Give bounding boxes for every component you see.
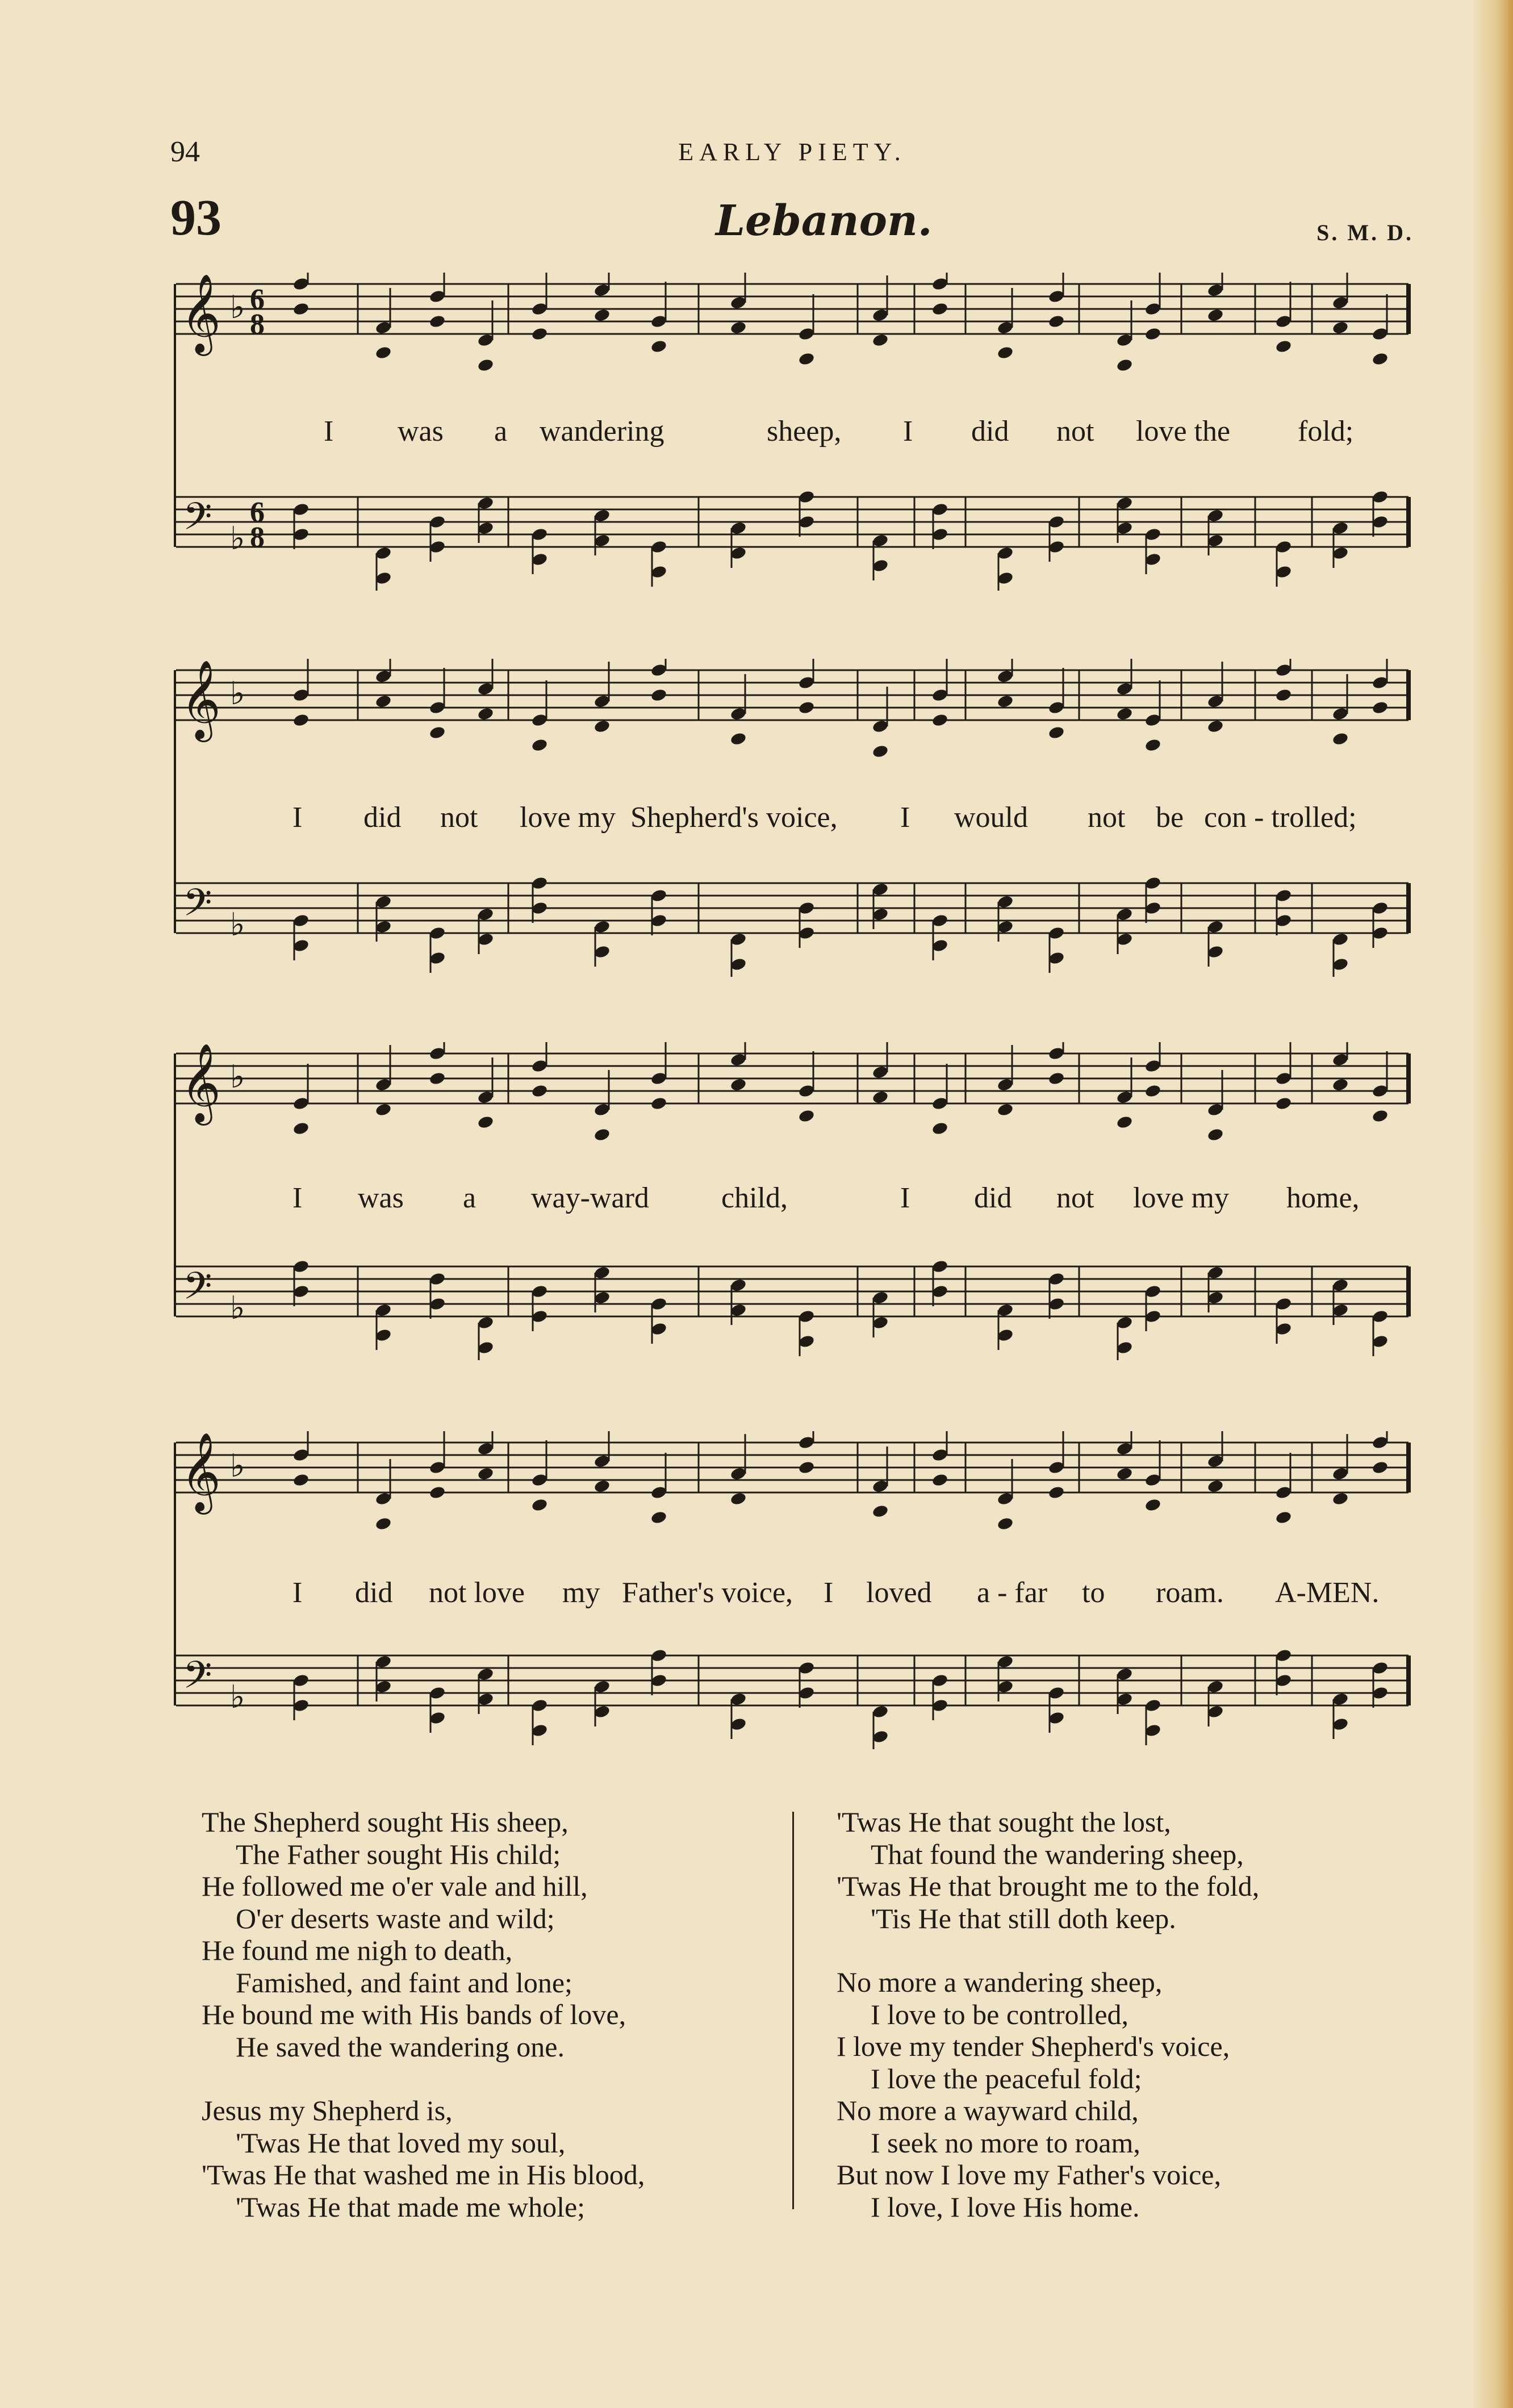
verse-line: Jesus my Shepherd is, (202, 2095, 453, 2126)
verse-line: He followed me o'er vale and hill, (202, 1870, 588, 1902)
notehead (1207, 1127, 1224, 1142)
notehead (1144, 1084, 1162, 1098)
notehead (931, 713, 949, 728)
page-edge (1473, 0, 1513, 2408)
lyric-syllable: I (292, 1577, 303, 1609)
verses-right-column (837, 1806, 1427, 2255)
notehead (375, 694, 392, 709)
notehead (650, 1096, 668, 1111)
notehead (872, 333, 889, 348)
verse-line: 'Twas He that loved my soul, (236, 2126, 566, 2159)
verse-line: 'Twas He that brought me to the fold, (837, 1870, 1260, 1902)
lyric-syllable: I (900, 801, 910, 834)
notehead (1275, 1510, 1293, 1525)
notehead (997, 345, 1014, 360)
notehead (1332, 320, 1349, 335)
lyrics-line-4 (170, 1576, 1414, 1616)
notehead (1207, 308, 1224, 323)
notehead (1144, 738, 1162, 752)
notehead (1372, 352, 1389, 366)
notehead (872, 1504, 889, 1519)
verse-line: O'er deserts waste and wild; (236, 1902, 555, 1934)
lyrics-line-1 (170, 415, 1414, 454)
notehead (292, 713, 310, 728)
lyric-syllable: fold; (1298, 415, 1354, 448)
notehead (429, 314, 446, 329)
notehead (429, 1071, 446, 1086)
treble-clef-icon: 𝄞 (181, 1432, 221, 1511)
notehead (798, 352, 816, 366)
lyric-syllable: roam. (1156, 1577, 1224, 1609)
notehead (1048, 1485, 1065, 1500)
notehead (1116, 1115, 1134, 1130)
lyric-syllable: not love (429, 1577, 525, 1609)
bass-clef-icon: 𝄢 (183, 1264, 212, 1317)
notehead (1048, 314, 1065, 329)
notehead (375, 1516, 392, 1531)
lyric-syllable: home, (1286, 1182, 1360, 1214)
lyric-syllable: not (440, 801, 478, 834)
notehead (292, 302, 310, 316)
tune-name: Lebanon. (716, 197, 933, 245)
notehead (931, 302, 949, 316)
lyric-syllable: not (1056, 1182, 1094, 1214)
notehead (798, 1109, 816, 1123)
notehead (594, 308, 611, 323)
notehead (1116, 706, 1134, 721)
notehead (477, 706, 495, 721)
notehead (531, 1084, 549, 1098)
notehead (798, 1460, 816, 1475)
lyrics-line-3 (170, 1181, 1414, 1221)
flat-icon: ♭ (230, 906, 245, 943)
notehead (1372, 700, 1389, 715)
lyric-syllable: Father's voice, (622, 1577, 793, 1609)
flat-icon: ♭ (230, 520, 245, 557)
lyrics-line-2 (170, 801, 1414, 841)
flat-icon: ♭ (230, 675, 245, 712)
notehead (531, 738, 549, 752)
verse-line: That found the wandering sheep, (871, 1838, 1244, 1870)
lyric-syllable: I (324, 415, 334, 448)
lyric-syllable: to (1082, 1577, 1105, 1609)
notehead (477, 1466, 495, 1481)
lyric-syllable: I (903, 415, 913, 448)
notehead (429, 725, 446, 740)
notehead (872, 1090, 889, 1105)
notehead (1275, 339, 1293, 354)
flat-icon: ♭ (230, 1448, 245, 1485)
notehead (997, 694, 1014, 709)
time-signature-denominator: 8 (250, 521, 265, 554)
notehead (1207, 719, 1224, 734)
verse-line: I love my tender Shepherd's voice, (837, 2030, 1230, 2062)
notehead (730, 320, 747, 335)
page-header (170, 135, 1414, 169)
notehead (375, 1102, 392, 1117)
notehead (1048, 1071, 1065, 1086)
time-signature-numerator: 6 (250, 283, 265, 316)
verse-line: But now I love my Father's voice, (837, 2159, 1221, 2190)
stanza (202, 1806, 781, 2063)
notehead (1332, 731, 1349, 746)
lyric-syllable: did (971, 415, 1009, 448)
notehead (594, 719, 611, 734)
verse-line: Famished, and faint and lone; (236, 1966, 572, 1999)
additional-verses (202, 1806, 1428, 2260)
notehead (1116, 1466, 1134, 1481)
verse-line: No more a wandering sheep, (837, 1966, 1163, 1998)
lyric-syllable: way-ward (531, 1182, 649, 1214)
bass-clef-icon: 𝄢 (183, 495, 212, 547)
notehead (1116, 358, 1134, 373)
verse-line: I love the peaceful fold; (871, 2062, 1142, 2095)
notehead (650, 339, 668, 354)
lyric-syllable: be (1156, 801, 1184, 834)
verse-line: 'Twas He that made me whole; (236, 2190, 586, 2223)
verse-line: I seek no more to roam, (871, 2126, 1140, 2159)
bass-clef-icon: 𝄢 (183, 1653, 212, 1706)
music-system-2 (170, 659, 1414, 977)
notehead (1372, 1460, 1389, 1475)
notehead (650, 688, 668, 703)
lyric-syllable: wandering (540, 415, 664, 448)
lyric-syllable: not (1088, 801, 1126, 834)
verse-line: 'Twas He that washed me in His blood, (202, 2159, 645, 2190)
bass-clef-icon: 𝄢 (183, 881, 212, 934)
lyric-syllable: my (562, 1577, 600, 1609)
lyric-syllable: I (824, 1577, 834, 1609)
lyric-syllable: Shepherd's voice, (630, 801, 838, 834)
stanza (202, 2095, 781, 2223)
column-divider (792, 1812, 794, 2209)
lyric-syllable: I (292, 1182, 303, 1214)
lyric-syllable: was (358, 1182, 404, 1214)
notehead (798, 700, 816, 715)
treble-clef-icon: 𝄞 (181, 660, 221, 739)
notehead (997, 1102, 1014, 1117)
verse-line: I love to be controlled, (871, 1998, 1129, 2030)
lyric-syllable: not (1056, 415, 1094, 448)
notehead (650, 1510, 668, 1525)
lyric-syllable: did (363, 801, 402, 834)
notehead (531, 327, 549, 341)
notehead (872, 744, 889, 759)
notehead (477, 358, 495, 373)
notehead (1372, 1109, 1389, 1123)
flat-icon: ♭ (230, 1059, 245, 1096)
lyric-syllable: would (954, 801, 1028, 834)
lyric-syllable: did (974, 1182, 1012, 1214)
notehead (531, 1498, 549, 1512)
notehead (1207, 1479, 1224, 1494)
notehead (292, 1121, 310, 1136)
lyric-syllable: loved (866, 1577, 932, 1609)
notehead (1048, 725, 1065, 740)
lyric-syllable: sheep, (767, 415, 842, 448)
hymn-number: 93 (170, 190, 221, 246)
verse-line: He bound me with His bands of love, (202, 1999, 626, 2030)
meter: S. M. D. (1316, 220, 1414, 245)
verse-line: 'Twas He that sought the lost, (837, 1806, 1171, 1838)
notehead (1332, 1491, 1349, 1506)
notehead (1275, 1096, 1293, 1111)
lyric-syllable: a (494, 415, 508, 448)
lyric-syllable: was (398, 415, 444, 448)
lyric-syllable: love my (520, 801, 616, 834)
notehead (477, 1115, 495, 1130)
time-signature-numerator: 6 (250, 496, 265, 529)
verse-line: The Father sought His child; (236, 1838, 561, 1870)
verses-left-column (202, 1806, 781, 2255)
notehead (1144, 327, 1162, 341)
notehead (997, 1516, 1014, 1531)
music-system-3 (170, 1042, 1414, 1360)
lyric-syllable: a (463, 1182, 477, 1214)
flat-icon: ♭ (230, 1290, 245, 1327)
flat-icon: ♭ (230, 1679, 245, 1716)
lyric-syllable: love the (1136, 415, 1231, 448)
page-number: 94 (170, 136, 200, 168)
time-signature-denominator: 8 (250, 308, 265, 341)
notehead (730, 1077, 747, 1092)
lyric-syllable: love my (1133, 1182, 1229, 1214)
notehead (730, 1491, 747, 1506)
music-system-4 (170, 1431, 1414, 1749)
notehead (594, 1127, 611, 1142)
verse-line: He saved the wandering one. (236, 2030, 565, 2063)
lyric-syllable: I (900, 1182, 910, 1214)
notehead (931, 1473, 949, 1487)
lyric-syllable: A-MEN. (1275, 1577, 1380, 1609)
lyric-syllable: I (292, 801, 303, 834)
running-title: EARLY PIETY. (678, 138, 906, 166)
lyric-syllable: did (355, 1577, 393, 1609)
treble-clef-icon: 𝄞 (181, 274, 221, 353)
notehead (429, 1485, 446, 1500)
notehead (931, 1121, 949, 1136)
lyric-syllable: child, (721, 1182, 788, 1214)
notehead (375, 345, 392, 360)
verse-line: I love, I love His home. (871, 2190, 1140, 2223)
notehead (730, 731, 747, 746)
flat-icon: ♭ (230, 289, 245, 326)
music-system-1 (170, 273, 1414, 591)
lyric-syllable: con - trolled; (1204, 801, 1357, 834)
notehead (1275, 688, 1293, 703)
stanza (837, 1806, 1427, 1934)
notehead (1144, 1498, 1162, 1512)
verse-line: The Shepherd sought His sheep, (202, 1806, 569, 1838)
verse-line: 'Tis He that still doth keep. (871, 1902, 1176, 1934)
verse-line: He found me nigh to death, (202, 1934, 513, 1966)
notehead (1332, 1077, 1349, 1092)
notehead (292, 1473, 310, 1487)
treble-clef-icon: 𝄞 (181, 1043, 221, 1122)
stanza (837, 1966, 1427, 2223)
notehead (594, 1479, 611, 1494)
lyric-syllable: a - far (977, 1577, 1048, 1609)
verse-line: No more a wayward child, (837, 2095, 1139, 2126)
